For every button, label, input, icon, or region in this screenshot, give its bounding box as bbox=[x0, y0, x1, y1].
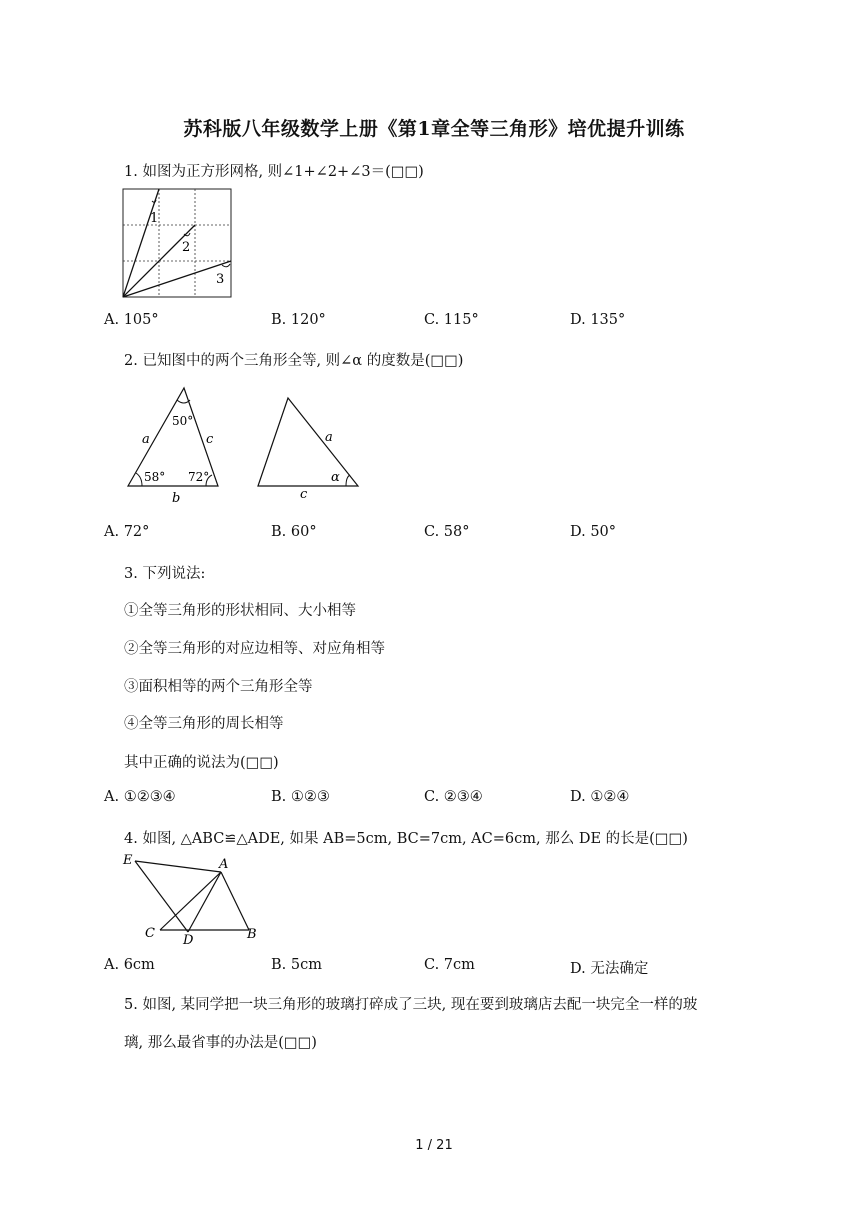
question-4-triangles-figure bbox=[120, 850, 270, 948]
q1-option-a[interactable]: A. 105° bbox=[104, 312, 159, 328]
q4-point-D: D bbox=[183, 933, 194, 948]
q2-angle-alpha: α bbox=[331, 470, 340, 485]
question-4-stem: 4. 如图, △ABC≌△ADE, 如果 AB=5cm, BC=7cm, AC=6cm, 那么 DE 的长是(□□) bbox=[124, 831, 688, 847]
q2-angle-50: 50° bbox=[172, 414, 194, 428]
q4-option-b[interactable]: B. 5cm bbox=[271, 957, 322, 973]
q1-option-b[interactable]: B. 120° bbox=[271, 312, 326, 328]
document-title: 苏科版八年级数学上册《第1章全等三角形》培优提升训练 bbox=[183, 118, 685, 140]
q2-angle-58: 58° bbox=[144, 470, 166, 484]
q2-angle-72: 72° bbox=[188, 470, 210, 484]
q4-point-C: C bbox=[145, 926, 155, 941]
q3-statement-1: ①全等三角形的形状相同、大小相等 bbox=[124, 603, 356, 619]
q3-conclusion: 其中正确的说法为(□□) bbox=[124, 755, 279, 771]
page-number: 1 / 21 bbox=[415, 1138, 453, 1153]
q1-label-2: 2 bbox=[182, 240, 191, 255]
q1-option-d[interactable]: D. 135° bbox=[570, 312, 626, 328]
q3-option-a[interactable]: A. ①②③④ bbox=[104, 789, 176, 805]
q3-option-b[interactable]: B. ①②③ bbox=[271, 789, 330, 805]
q1-label-1: 1 bbox=[150, 211, 159, 226]
question-5-stem-line-2: 璃, 那么最省事的办法是(□□) bbox=[124, 1035, 317, 1051]
q1-label-3: 3 bbox=[216, 272, 225, 287]
q3-statement-2: ②全等三角形的对应边相等、对应角相等 bbox=[124, 641, 385, 657]
question-1-grid-figure bbox=[122, 188, 234, 298]
q3-option-c[interactable]: C. ②③④ bbox=[424, 789, 483, 805]
q1-option-c[interactable]: C. 115° bbox=[424, 312, 479, 328]
q4-point-A: A bbox=[219, 857, 229, 872]
q2-option-d[interactable]: D. 50° bbox=[570, 524, 617, 540]
q4-option-a[interactable]: A. 6cm bbox=[104, 957, 155, 973]
q2-side-c-left: c bbox=[206, 432, 214, 447]
q2-option-b[interactable]: B. 60° bbox=[271, 524, 317, 540]
q2-option-a[interactable]: A. 72° bbox=[104, 524, 150, 540]
q2-side-b-left: b bbox=[172, 491, 181, 506]
question-3-stem: 3. 下列说法: bbox=[124, 566, 206, 582]
q3-statement-3: ③面积相等的两个三角形全等 bbox=[124, 679, 313, 695]
q4-option-c[interactable]: C. 7cm bbox=[424, 957, 475, 973]
question-1-stem: 1. 如图为正方形网格, 则∠1+∠2+∠3＝(□□) bbox=[124, 164, 424, 180]
q4-point-E: E bbox=[123, 853, 133, 868]
q2-side-a-left: a bbox=[142, 432, 150, 447]
q2-side-a-right: a bbox=[325, 430, 333, 445]
question-2-triangles-figure bbox=[120, 380, 370, 505]
q2-option-c[interactable]: C. 58° bbox=[424, 524, 470, 540]
q4-option-d[interactable]: D. 无法确定 bbox=[570, 961, 649, 977]
q3-statement-4: ④全等三角形的周长相等 bbox=[124, 716, 284, 732]
question-2-stem: 2. 已知图中的两个三角形全等, 则∠α 的度数是(□□) bbox=[124, 353, 464, 369]
question-5-stem-line-1: 5. 如图, 某同学把一块三角形的玻璃打碎成了三块, 现在要到玻璃店去配一块完全一样的玻 bbox=[124, 997, 698, 1013]
q2-side-c-right: c bbox=[300, 487, 308, 502]
q4-point-B: B bbox=[247, 927, 257, 942]
q3-option-d[interactable]: D. ①②④ bbox=[570, 789, 630, 805]
